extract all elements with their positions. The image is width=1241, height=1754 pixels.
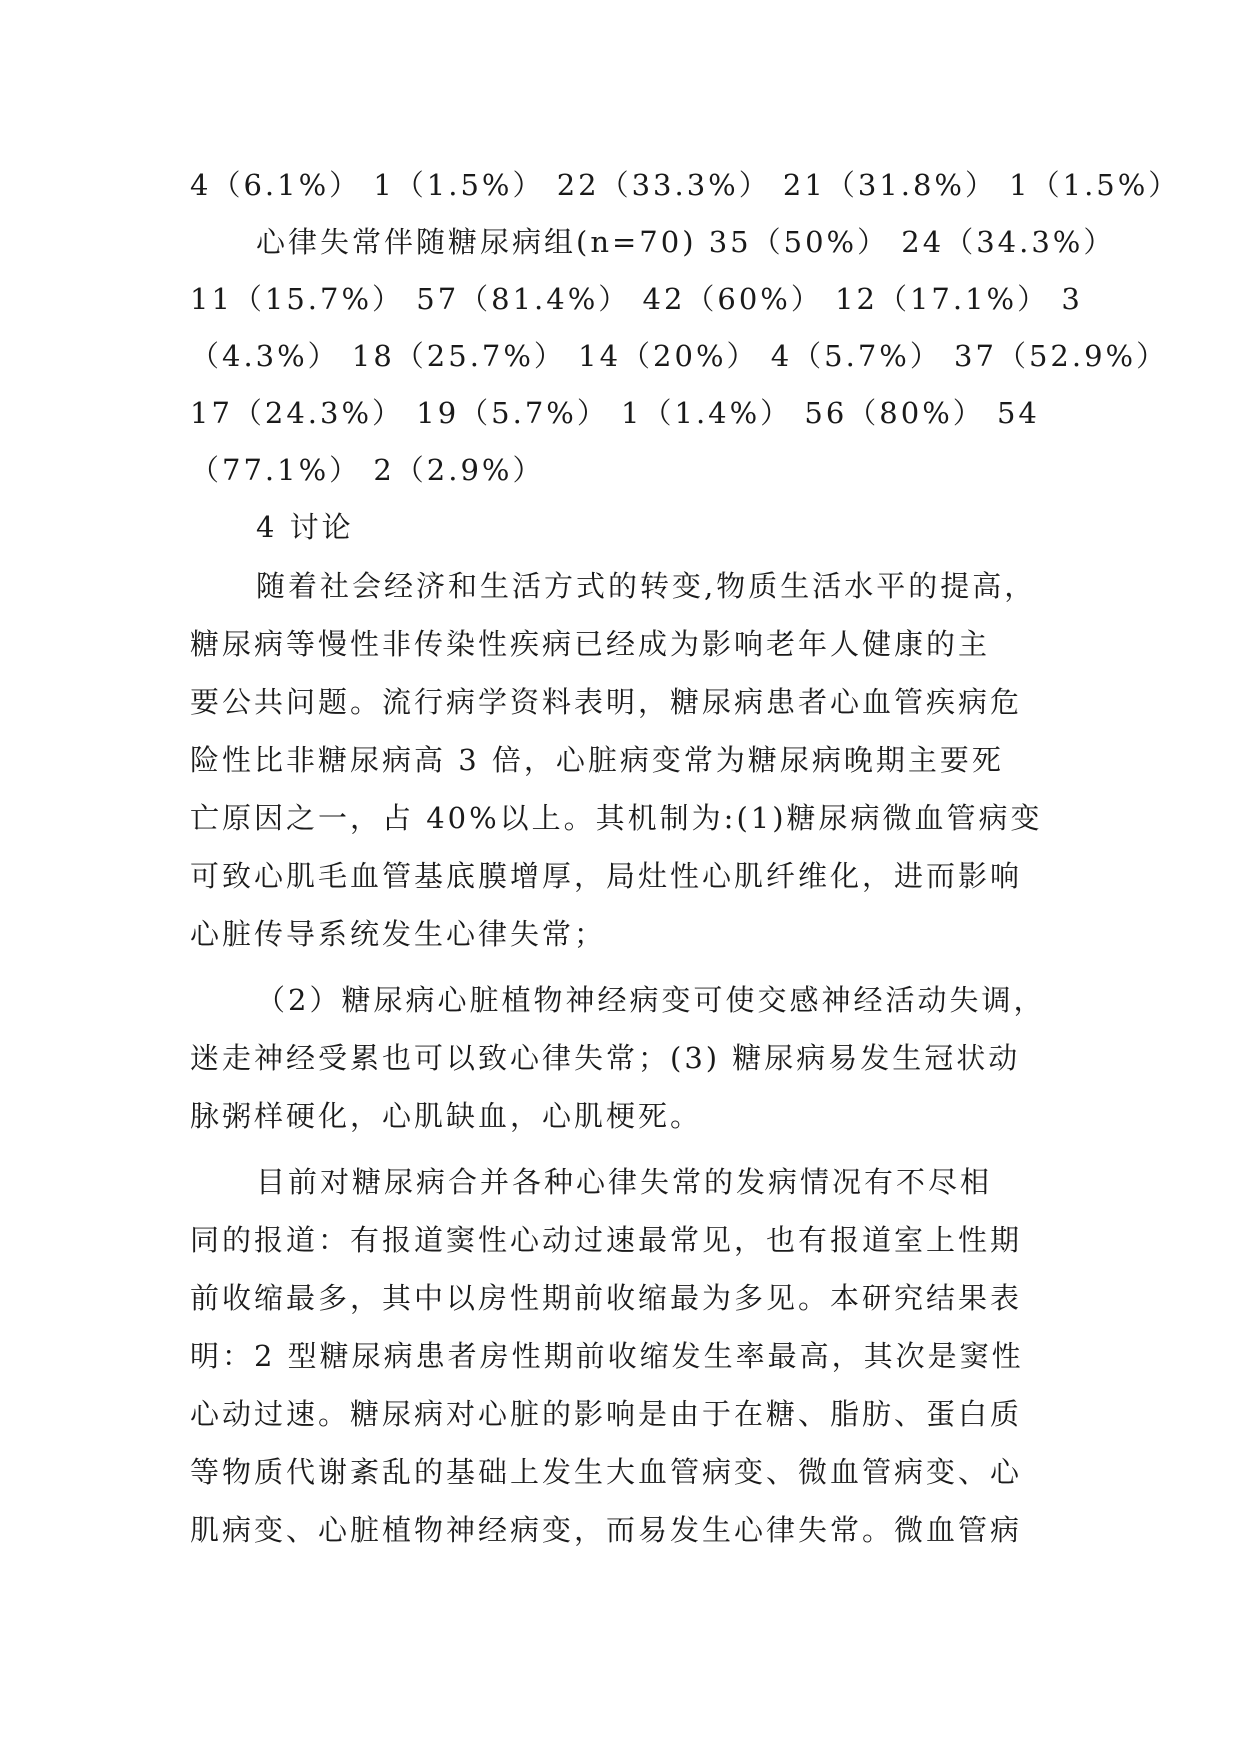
paragraph-line: 前收缩最多，其中以房性期前收缩最为多见。本研究结果表: [190, 1281, 1023, 1315]
paragraph-line: 要公共问题。流行病学资料表明，糖尿病患者心血管疾病危: [190, 685, 1023, 719]
paragraph-line: 随着社会经济和生活方式的转变,物质生活水平的提高，: [256, 569, 1037, 603]
paragraph-line: 脉粥样硬化，心肌缺血，心肌梗死。: [190, 1099, 703, 1133]
paragraph-line: （2）糖尿病心脏植物神经病变可使交感神经活动失调，: [256, 983, 1046, 1017]
table-data-line: 17（24.3%） 19（5.7%） 1（1.4%） 56（80%） 54: [190, 396, 1040, 430]
paragraph-line: 险性比非糖尿病高 3 倍，心脏病变常为糖尿病晚期主要死: [190, 743, 1004, 777]
paragraph-line: 迷走神经受累也可以致心律失常；(3) 糖尿病易发生冠状动: [190, 1041, 1021, 1075]
paragraph-line: 亡原因之一，占 40%以上。其机制为:(1)糖尿病微血管病变: [190, 801, 1043, 835]
paragraph-line: 心脏传导系统发生心律失常；: [190, 917, 607, 951]
paragraph-line: 同的报道：有报道窦性心动过速最常见，也有报道室上性期: [190, 1223, 1023, 1257]
table-data-line: （4.3%） 18（25.7%） 14（20%） 4（5.7%） 37（52.9%）: [190, 339, 1169, 373]
section-heading: 4 讨论: [256, 510, 354, 544]
table-data-line: 4（6.1%） 1（1.5%） 22（33.3%） 21（31.8%） 1（1.5%）: [190, 168, 1181, 202]
paragraph-line: 目前对糖尿病合并各种心律失常的发病情况有不尽相: [256, 1165, 993, 1199]
table-data-line: 11（15.7%） 57（81.4%） 42（60%） 12（17.1%） 3: [190, 282, 1083, 316]
paragraph-line: 糖尿病等慢性非传染性疾病已经成为影响老年人健康的主: [190, 627, 991, 661]
paragraph-line: 等物质代谢紊乱的基础上发生大血管病变、微血管病变、心: [190, 1455, 1023, 1489]
paragraph-line: 可致心肌毛血管基底膜增厚，局灶性心肌纤维化，进而影响: [190, 859, 1023, 893]
table-data-line: （77.1%） 2（2.9%）: [190, 453, 545, 487]
paragraph-line: 明：2 型糖尿病患者房性期前收缩发生率最高，其次是窦性: [190, 1339, 1024, 1373]
paragraph-line: 肌病变、心脏植物神经病变，而易发生心律失常。微血管病: [190, 1513, 1023, 1547]
table-group-line: 心律失常伴随糖尿病组(n=70) 35（50%） 24（34.3%）: [256, 225, 1116, 259]
paragraph-line: 心动过速。糖尿病对心脏的影响是由于在糖、脂肪、蛋白质: [190, 1397, 1023, 1431]
